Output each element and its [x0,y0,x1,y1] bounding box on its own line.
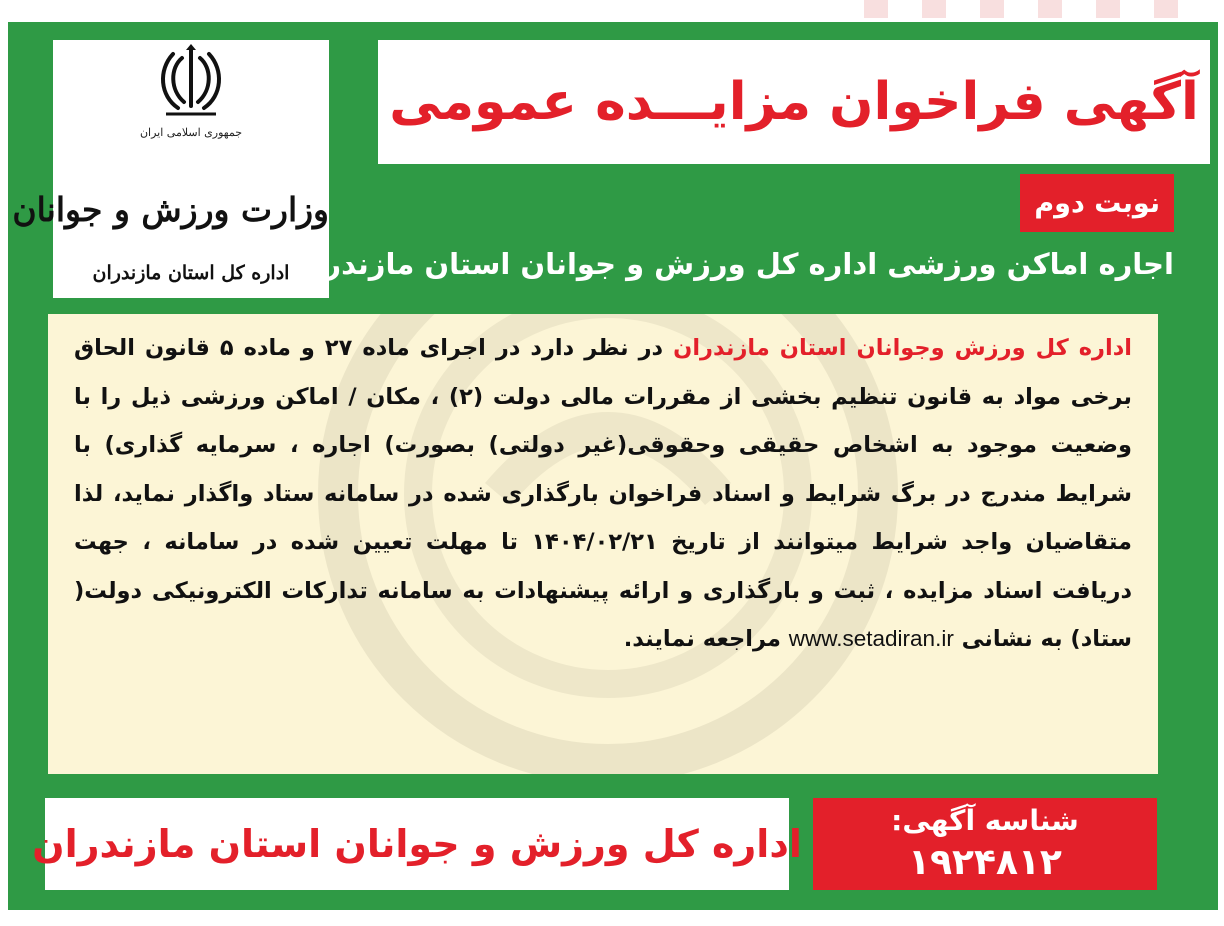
logo-ministry-name: وزارت ورزش و جوانان [12,190,329,229]
ministry-logo [12,40,329,298]
notice-title: آگهی فراخوان مزایـــده عمومی [389,72,1199,132]
title-box [378,40,1210,164]
logo-office-name: اداره کل استان مازندران [92,262,290,284]
organization-box [32,798,802,890]
notice-frame [8,22,1218,910]
logo-subtitle: جمهوری اسلامی ایران [139,126,243,139]
website-link[interactable]: www.setadiran.ir [788,626,954,651]
ad-id-number: ۱۹۲۴۸۱۲ [908,842,1062,883]
body-end-text: مراجعه نمایند. [623,626,789,652]
notice-body [48,314,1158,774]
notice-subtitle: اجاره اماکن ورزشی اداره کل ورزش و جوانان استان مازندران [289,247,1174,281]
iran-emblem-icon [156,44,226,120]
notice-body-text [74,324,1132,664]
body-main-text: در نظر دارد در اجرای ماده ۲۷ و ماده ۵ قانون الحاق برخی مواد به قانون تنظیم بخشی از مقررات مالی دولت (۲) ، مکان / اماکن ورزشی ذیل را با وضعیت موجود به اشخاص حقیقی وحقوقی(غیر دولتی) بصورت) اجاره ، سرمایه گذاری) با شرایط مندرج در برگ شرایط و اسناد فراخوان بارگذاری شده در سامانه ستاد واگذار نماید، لذا متقاضیان واجد شرایط میتوانند از تاریخ ۱۴۰۴/۰۲/۲۱ تا مهلت تعیین شده در سامانه ، جهت دریافت اسناد مزایده ، ثبت و بارگذاری و ارائه پیشنهادات به سامانه تدارکات الکترونیکی دولت( ستاد) به نشانی [74,335,1132,652]
top-strip [0,0,1224,22]
organization-name: اداره کل ورزش و جوانان استان مازندران [32,822,802,866]
organization-highlight: اداره کل ورزش وجوانان استان مازندران [673,335,1132,361]
top-strip-decoration [864,0,1194,18]
round-badge: نوبت دوم [1020,174,1174,232]
ad-id-box [813,798,1157,890]
ad-id-label: شناسه آگهی: [891,804,1079,837]
